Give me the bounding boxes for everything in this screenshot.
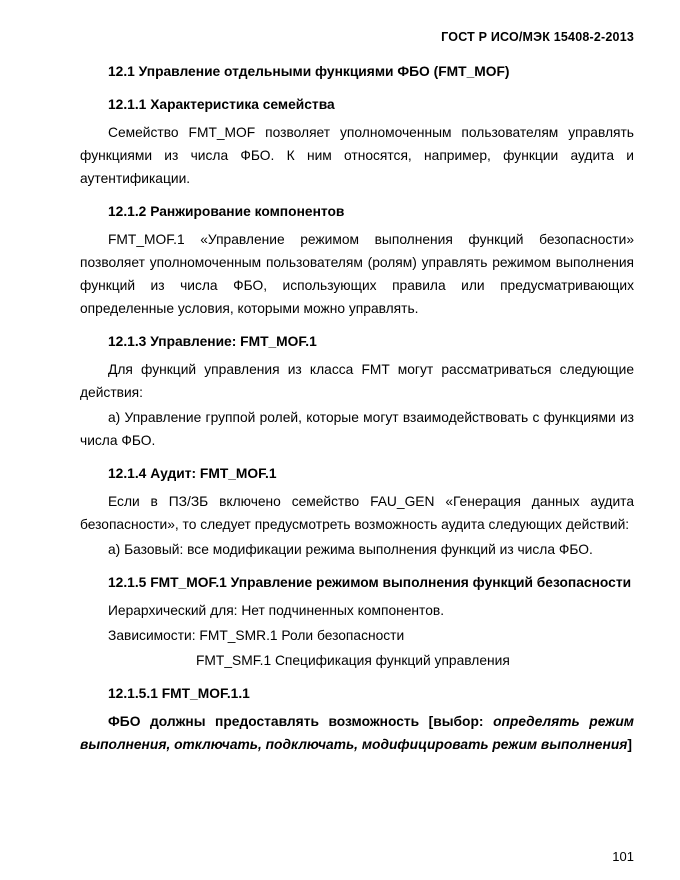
heading-12-1-5: 12.1.5 FMT_MOF.1 Управление режимом выполнения функций безопасности	[108, 575, 632, 590]
heading-12-1-2: 12.1.2 Ранжирование компонентов	[108, 204, 345, 219]
heading-12-1-4: 12.1.4 Аудит: FMT_MOF.1	[108, 466, 277, 481]
paragraph-dependencies-line-1: Зависимости: FMT_SMR.1 Роли безопасности	[108, 628, 405, 643]
document-content	[80, 60, 634, 756]
heading-12-1-3: 12.1.3 Управление: FMT_MOF.1	[108, 334, 317, 349]
page-number: 101	[612, 849, 634, 864]
heading-12-1-5-1: 12.1.5.1 FMT_MOF.1.1	[108, 686, 250, 701]
heading-12-1: 12.1 Управление отдельными функциями ФБО (FMT_MOF)	[108, 64, 510, 79]
requirement-selection-italic: определять режим выполнения, отключать, подключать, модифицировать режим выполнения	[80, 714, 634, 752]
paragraph-dependencies-line-2: FMT_SMF.1 Спецификация функций управления	[196, 653, 510, 668]
paragraph-management-intro: Для функций управления из класса FMT могут рассматриваться следующие действия:	[80, 362, 634, 400]
paragraph-requirement	[80, 710, 634, 756]
paragraph-component-ranking: FMT_MOF.1 «Управление режимом выполнения функций безопасности» позволяет уполномоченным пользователям (ролям) управлять режимом выполнения функций из числа ФБО, использующих правила или предусматривающих определенные условия, которыми можно управлять.	[80, 232, 634, 316]
paragraph-management-item-a: а) Управление группой ролей, которые могут взаимодействовать с функциями из числа ФБО.	[80, 410, 634, 448]
paragraph-audit-intro: Если в ПЗ/ЗБ включено семейство FAU_GEN «Генерация данных аудита безопасности», то следует предусмотреть возможность аудита следующих действий:	[80, 494, 634, 532]
requirement-bold-prefix: ФБО должны предоставлять возможность [выбор:	[108, 714, 494, 729]
paragraph-audit-item-a: а) Базовый: все модификации режима выполнения функций из числа ФБО.	[108, 542, 593, 557]
paragraph-family-characteristic: Семейство FMT_MOF позволяет уполномоченным пользователям управлять функциями из числа ФБО. К ним относятся, например, функции аудита и аутентификации.	[80, 125, 634, 186]
requirement-closing-bracket: ]	[627, 737, 632, 752]
document-standard-header: ГОСТ Р ИСО/МЭК 15408-2-2013	[441, 30, 634, 44]
paragraph-hierarchical: Иерархический для: Нет подчиненных компонентов.	[108, 603, 445, 618]
heading-12-1-1: 12.1.1 Характеристика семейства	[108, 97, 335, 112]
